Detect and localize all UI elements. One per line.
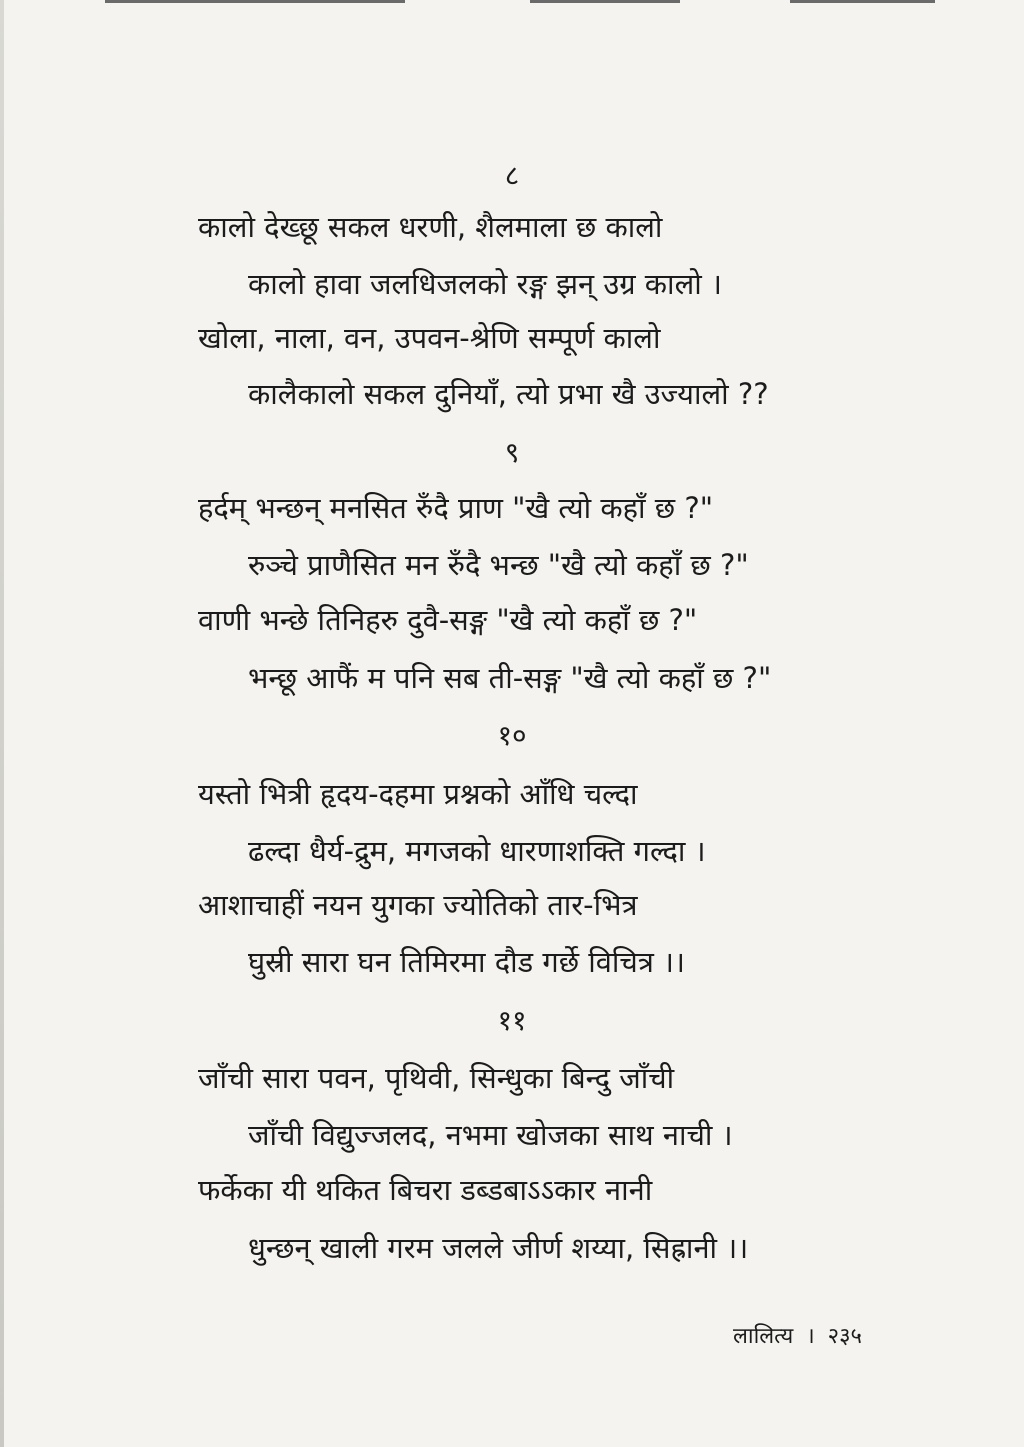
verse-line: कालैकालो सकल दुनियाँ, त्यो प्रभा खै उज्यालो ??	[248, 377, 769, 411]
verse-line: कालो हावा जलधिजलको रङ्ग झन् उग्र कालो ।	[248, 267, 722, 301]
verse-line: जाँची विद्युज्जलद, नभमा खोजका साथ नाची ।	[248, 1118, 733, 1152]
verse-line: यस्तो भित्री हृदय-दहमा प्रश्नको आँधि चल्दा	[198, 777, 638, 811]
verse-line: हर्दम् भन्छन् मनसित रुँदै प्राण "खै त्यो कहाँ छ ?"	[198, 491, 714, 525]
verse-line: वाणी भन्छे तिनिहरु दुवै-सङ्ग "खै त्यो कहाँ छ ?"	[198, 603, 698, 637]
verse-line: घुस्री सारा घन तिमिरमा दौड गर्छे विचित्र ।।	[248, 945, 686, 979]
page-number: २३५	[827, 1324, 862, 1349]
verse-line: खोला, नाला, वन, उपवन-श्रेणि सम्पूर्ण कालो	[198, 321, 661, 355]
stanza-number: १०	[497, 719, 527, 752]
page-footer	[733, 1322, 862, 1352]
verse-line: ढल्दा धैर्य-द्रुम, मगजको धारणाशक्ति गल्दा ।	[248, 834, 706, 868]
stanza-number: ११	[497, 1004, 527, 1037]
verse-line: रुञ्चे प्राणैसित मन रुँदै भन्छ "खै त्यो कहाँ छ ?"	[248, 548, 749, 582]
stanza-number: ९	[504, 436, 520, 469]
verse-line: आशाचाहीं नयन युगका ज्योतिको तार-भित्र	[198, 888, 638, 922]
verse-line: कालो देख्छू सकल धरणी, शैलमाला छ कालो	[198, 210, 663, 244]
verse-line: धुन्छन् खाली गरम जलले जीर्ण शय्या, सिह्रानी ।।	[248, 1231, 749, 1265]
footer-separator: ।	[806, 1324, 815, 1349]
verse-line: भन्छू आफैं म पनि सब ती-सङ्ग "खै त्यो कहाँ छ ?"	[248, 661, 772, 695]
book-title: लालित्य	[732, 1324, 794, 1349]
stanza-number: ८	[504, 159, 520, 192]
verse-line: फर्केका यी थकित बिचरा डब्डबाऽऽकार नानी	[198, 1173, 653, 1207]
verse-line: जाँची सारा पवन, पृथिवी, सिन्धुका बिन्दु जाँची	[198, 1061, 675, 1095]
